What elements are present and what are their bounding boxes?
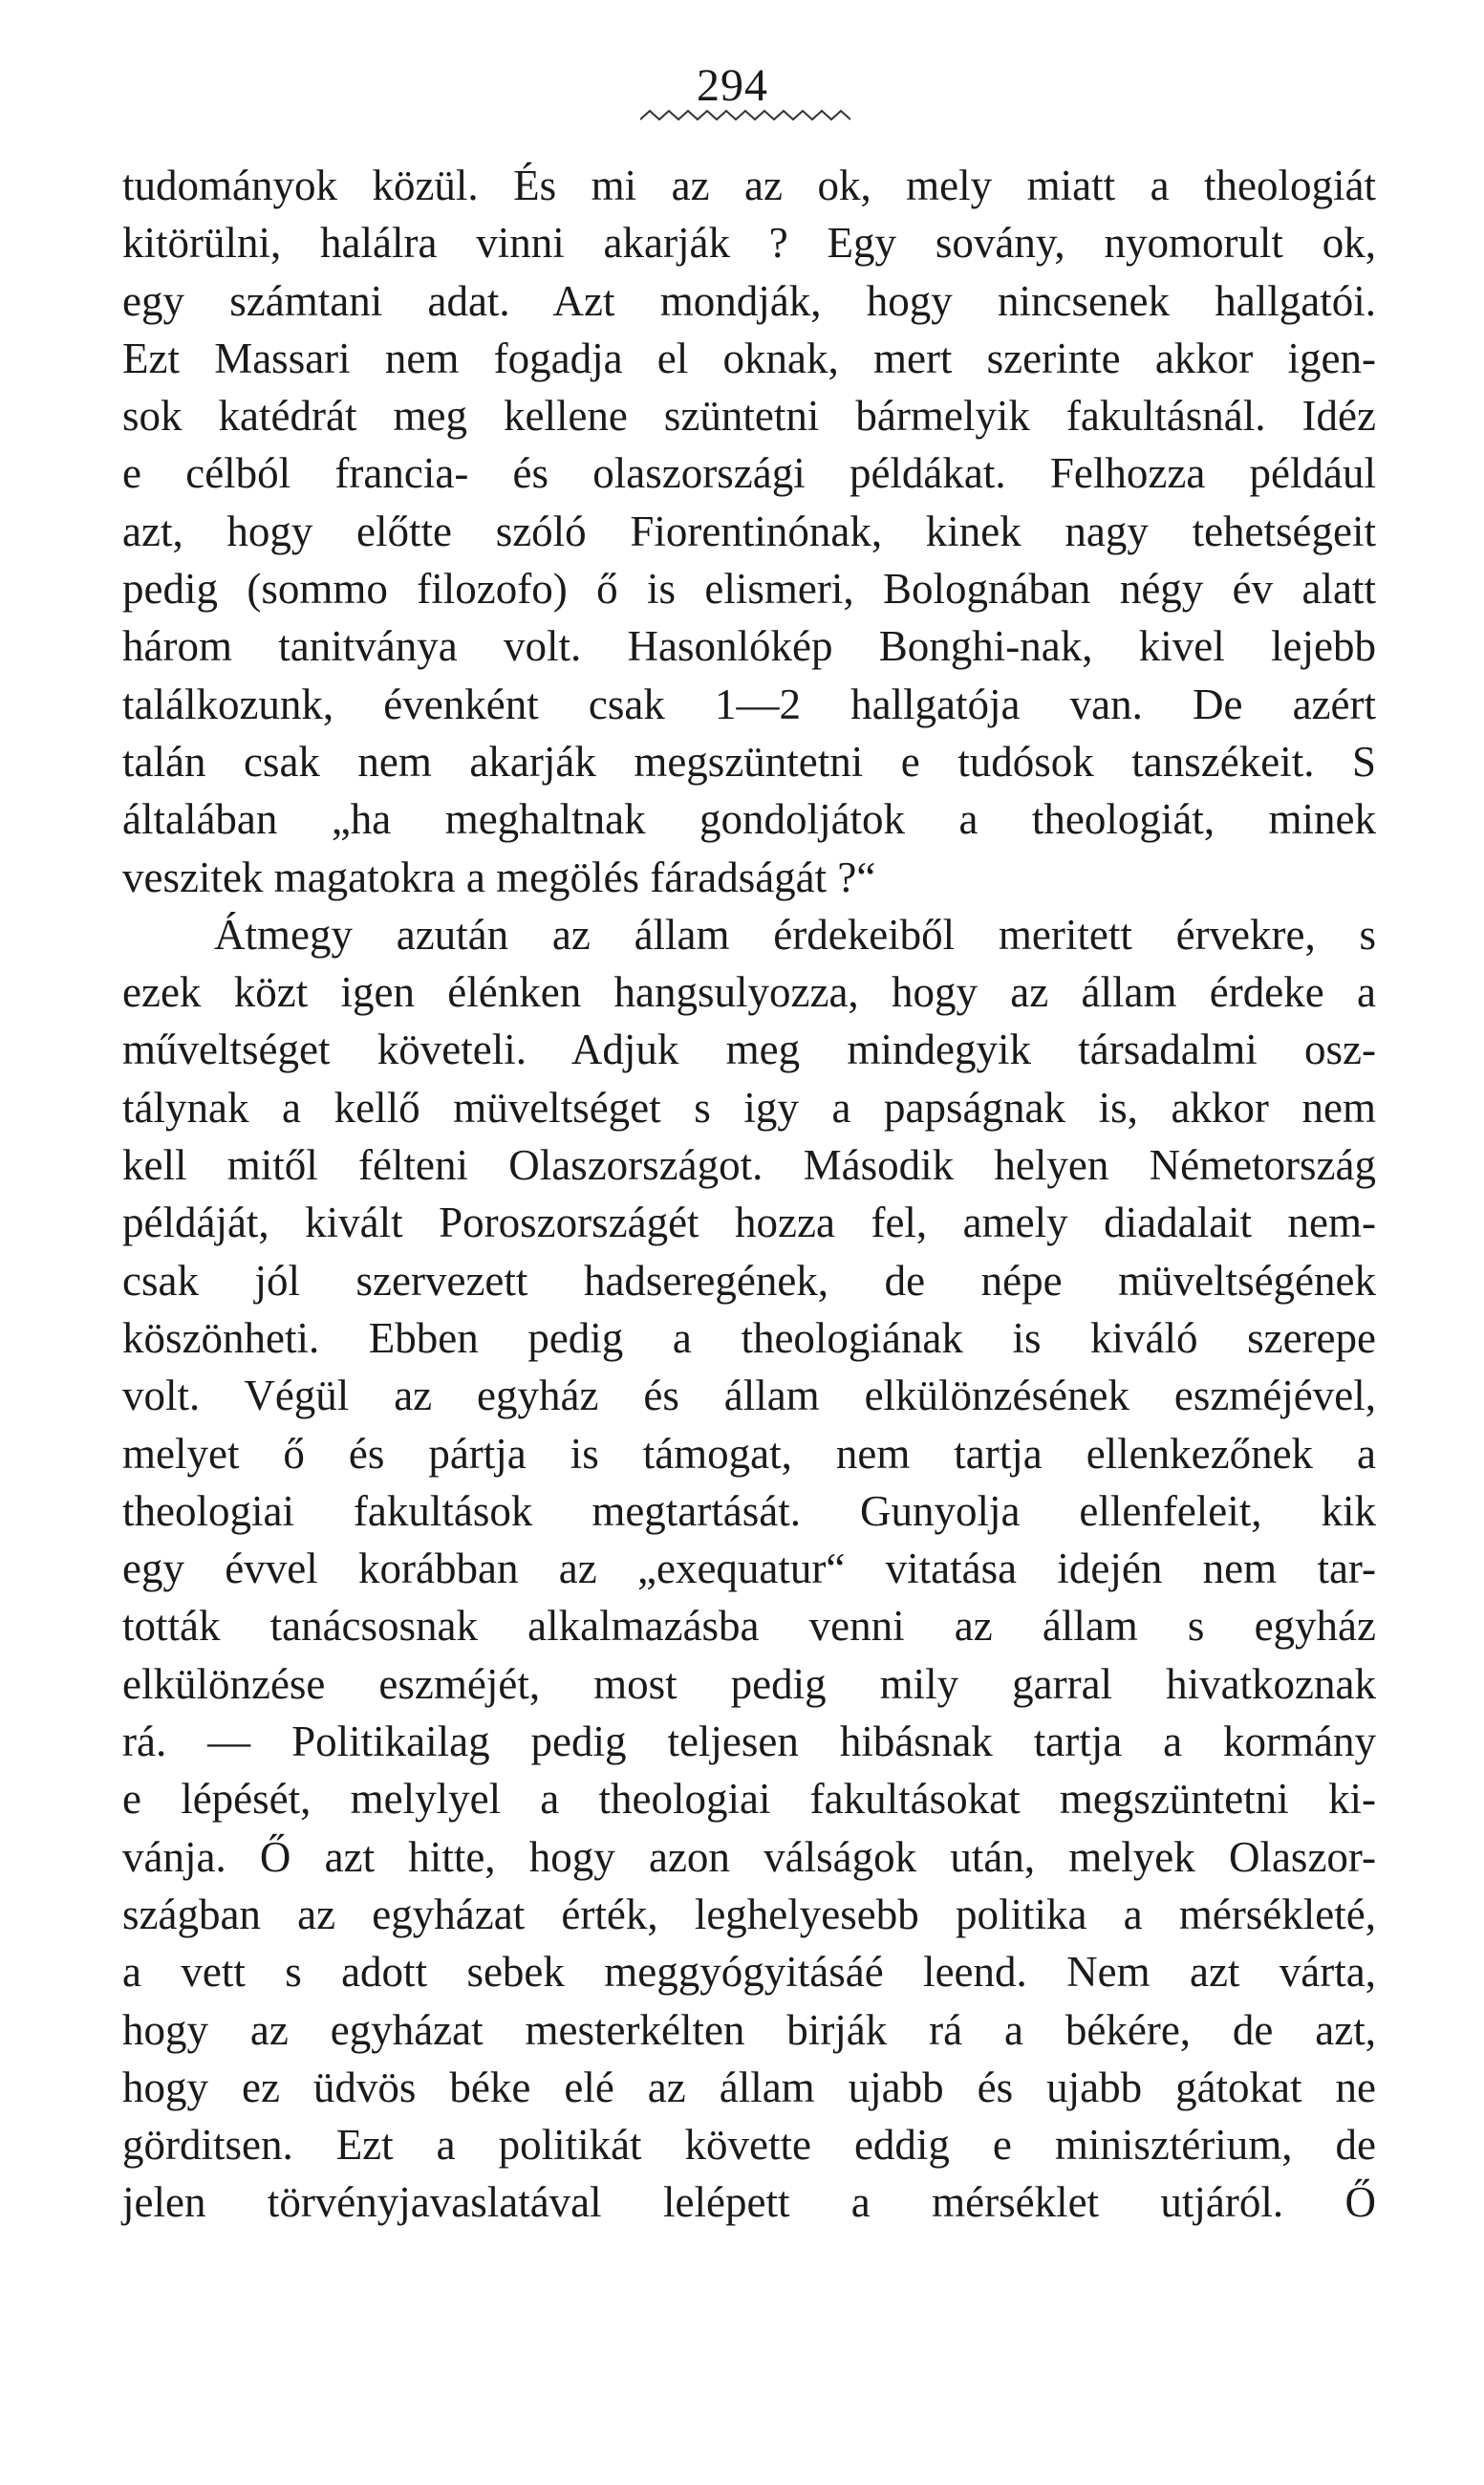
text-line: csak jól szervezett hadseregének, de népe müveltségének (122, 1256, 1376, 1305)
text-line: vánja. Ő azt hitte, hogy azon válságok után, melyek Olaszor- (122, 1832, 1376, 1881)
text-line: három tanitványa volt. Hasonlókép Bonghi-nak, kivel lejebb (122, 622, 1376, 671)
text-line: veszitek magatokra a megölés fáradságát ?“ (122, 853, 876, 901)
text-line: kitörülni, halálra vinni akarják ? Egy sovány, nyomorult ok, (122, 219, 1376, 268)
text-line: Ezt Massari nem fogadja el oknak, mert szerinte akkor igen- (122, 334, 1376, 382)
text-line: sok katédrát meg kellene szüntetni bármelyik fakultásnál. Idéz (122, 392, 1376, 441)
text-line: rá. — Politikailag pedig teljesen hibásnak tartja a kormány (122, 1718, 1376, 1766)
text-line: kell mitől félteni Olaszországot. Második helyen Németország (122, 1141, 1376, 1190)
text-line: melyet ő és pártja is támogat, nem tartja ellenkezőnek a (122, 1429, 1376, 1478)
text-line: hogy ez üdvös béke elé az állam ujabb és ujabb gátokat ne (122, 2063, 1376, 2111)
wavy-underline-ornament (640, 107, 850, 132)
text-line: köszönheti. Ebben pedig a theologiának is kiváló szerepe (122, 1313, 1376, 1362)
text-line: egy évvel korábban az „exequatur“ vitatása idején nem tar- (122, 1545, 1376, 1593)
text-line: azt, hogy előtte szóló Fiorentinónak, kinek nagy tehetségeit (122, 507, 1376, 555)
text-line: általában „ha meghaltnak gondoljátok a theologiát, minek (122, 795, 1376, 844)
text-line: egy számtani adat. Azt mondják, hogy nincsenek hallgatói. (122, 276, 1376, 325)
text-line: tálynak a kellő müveltséget s igy a papságnak is, akkor nem (122, 1083, 1376, 1132)
text-line: pedig (sommo filozofo) ő is elismeri, Bolognában négy év alatt (122, 565, 1376, 614)
text-line: tották tanácsosnak alkalmazásba venni az állam s egyház (122, 1602, 1376, 1651)
text-line: példáját, kivált Poroszországét hozza fel, amely diadalait nem- (122, 1199, 1376, 1247)
text-line: találkozunk, évenként csak 1—2 hallgatója van. De azért (122, 680, 1376, 728)
text-line: Átmegy azután az állam érdekeiből meritett érvekre, s (214, 910, 1376, 959)
text-line: elkülönzése eszméjét, most pedig mily garral hivatkoznak (122, 1659, 1376, 1708)
page-number: 294 (697, 60, 768, 111)
text-line: e célból francia- és olaszországi példákat. Felhozza például (122, 449, 1376, 498)
text-line: talán csak nem akarják megszüntetni e tudósok tanszékeit. S (122, 737, 1376, 786)
text-line: görditsen. Ezt a politikát követte eddig e minisztérium, de (122, 2121, 1376, 2170)
text-line: hogy az egyházat mesterkélten birják rá a békére, de azt, (122, 2005, 1376, 2054)
text-line: ezek közt igen élénken hangsulyozza, hogy az állam érdeke a (122, 968, 1376, 1017)
text-line: volt. Végül az egyház és állam elkülönzésének eszméjével, (122, 1372, 1376, 1420)
page-header (0, 59, 1484, 112)
text-line: e lépését, melylyel a theologiai fakultásokat megszüntetni ki- (122, 1775, 1376, 1824)
body-text (122, 157, 1376, 2232)
text-line: theologiai fakultások megtartását. Gunyolja ellenfeleit, kik (122, 1486, 1376, 1535)
text-line: szágban az egyházat érték, leghelyesebb politika a mérsékleté, (122, 1890, 1376, 1938)
text-line: jelen törvényjavaslatával lelépett a mérséklet utjáról. Ő (122, 2178, 1376, 2227)
text-line: tudományok közül. És mi az az ok, mely miatt a theologiát (122, 162, 1376, 209)
text-line: műveltséget követeli. Adjuk meg mindegyik társadalmi osz- (122, 1026, 1376, 1074)
text-line: a vett s adott sebek meggyógyitásáé leend. Nem azt várta, (122, 1948, 1376, 1997)
